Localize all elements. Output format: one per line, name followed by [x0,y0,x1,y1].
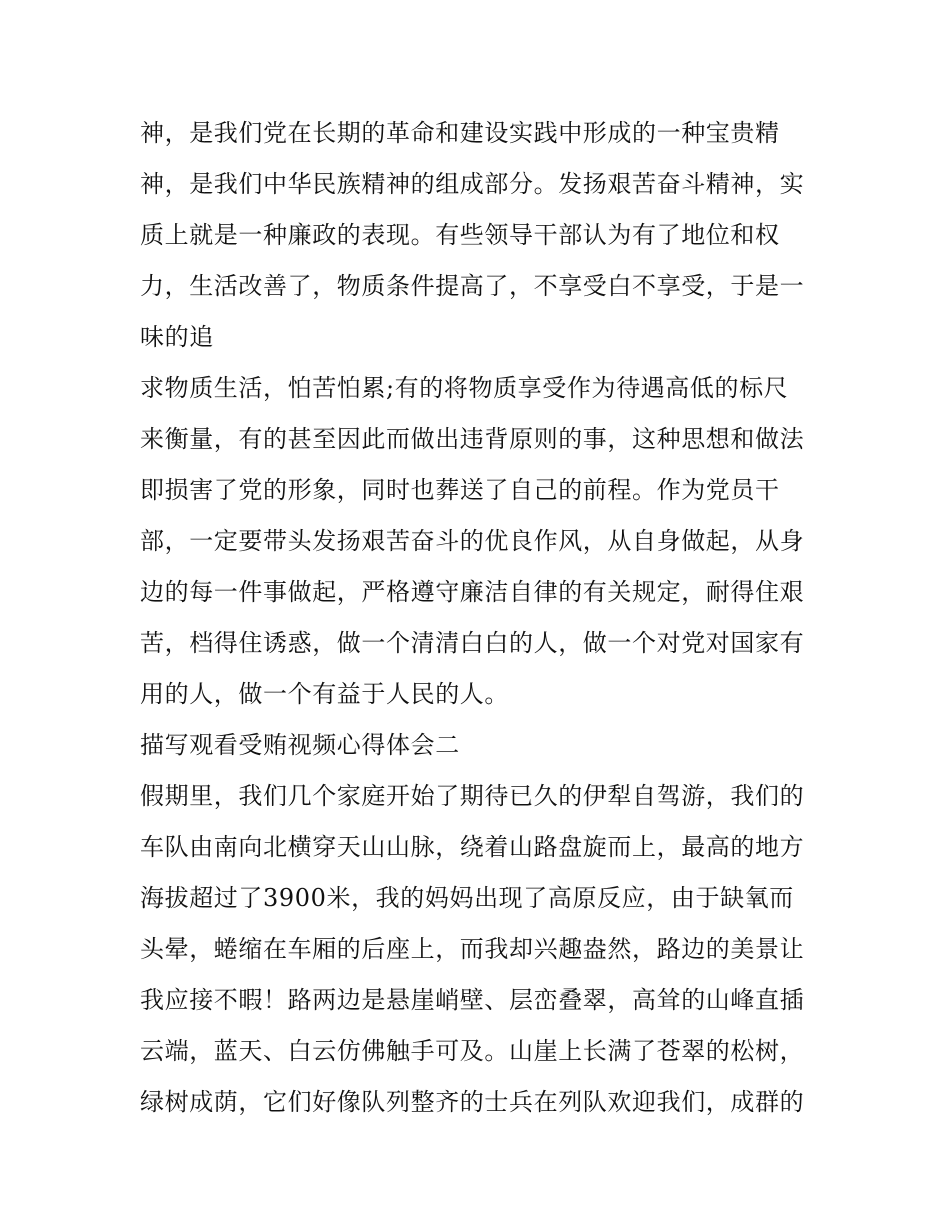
text-line: 苦，档得住诱惑，做一个清清白白的人，做一个对党对国家有 [140,629,805,657]
section-heading: 描写观看受贿视频心得体会二 [140,731,460,759]
text-line: 假期里，我们几个家庭开始了期待已久的伊犁自驾游，我们的 [140,782,805,810]
text-line: 即损害了党的形象，同时也葬送了自己的前程。作为党员干 [140,476,780,504]
text-line: 头晕，蜷缩在车厢的后座上，而我却兴趣盎然，路边的美景让 [140,935,805,963]
text-line: 边的每一件事做起，严格遵守廉洁自律的有关规定，耐得住艰 [140,578,805,606]
text-line: 海拔超过了3900米，我的妈妈出现了高原反应，由于缺氧而 [140,884,794,912]
text-line: 质上就是一种廉政的表现。有些领导干部认为有了地位和权 [140,221,780,249]
text-line: 求物质生活，怕苦怕累;有的将物质享受作为待遇高低的标尺 [140,374,789,402]
text-line: 车队由南向北横穿天山山脉，绕着山路盘旋而上，最高的地方 [140,833,805,861]
text-line: 味的追 [140,323,214,351]
text-line: 用的人，做一个有益于人民的人。 [140,680,509,708]
text-line: 我应接不暇！路两边是悬崖峭壁、层峦叠翠，高耸的山峰直插 [140,986,805,1014]
body-text [140,108,820,1128]
text-line: 神，是我们中华民族精神的组成部分。发扬艰苦奋斗精神，实 [140,170,805,198]
text-line: 神，是我们党在长期的革命和建设实践中形成的一种宝贵精 [140,119,780,147]
text-line: 绿树成荫，它们好像队列整齐的士兵在列队欢迎我们，成群的 [140,1088,805,1116]
text-line: 来衡量，有的甚至因此而做出违背原则的事，这种思想和做法 [140,425,805,453]
text-line: 部，一定要带头发扬艰苦奋斗的优良作风，从自身做起，从身 [140,527,805,555]
text-line: 云端，蓝天、白云仿佛触手可及。山崖上长满了苍翠的松树， [140,1037,805,1065]
text-line: 力，生活改善了，物质条件提高了，不享受白不享受，于是一 [140,272,805,300]
